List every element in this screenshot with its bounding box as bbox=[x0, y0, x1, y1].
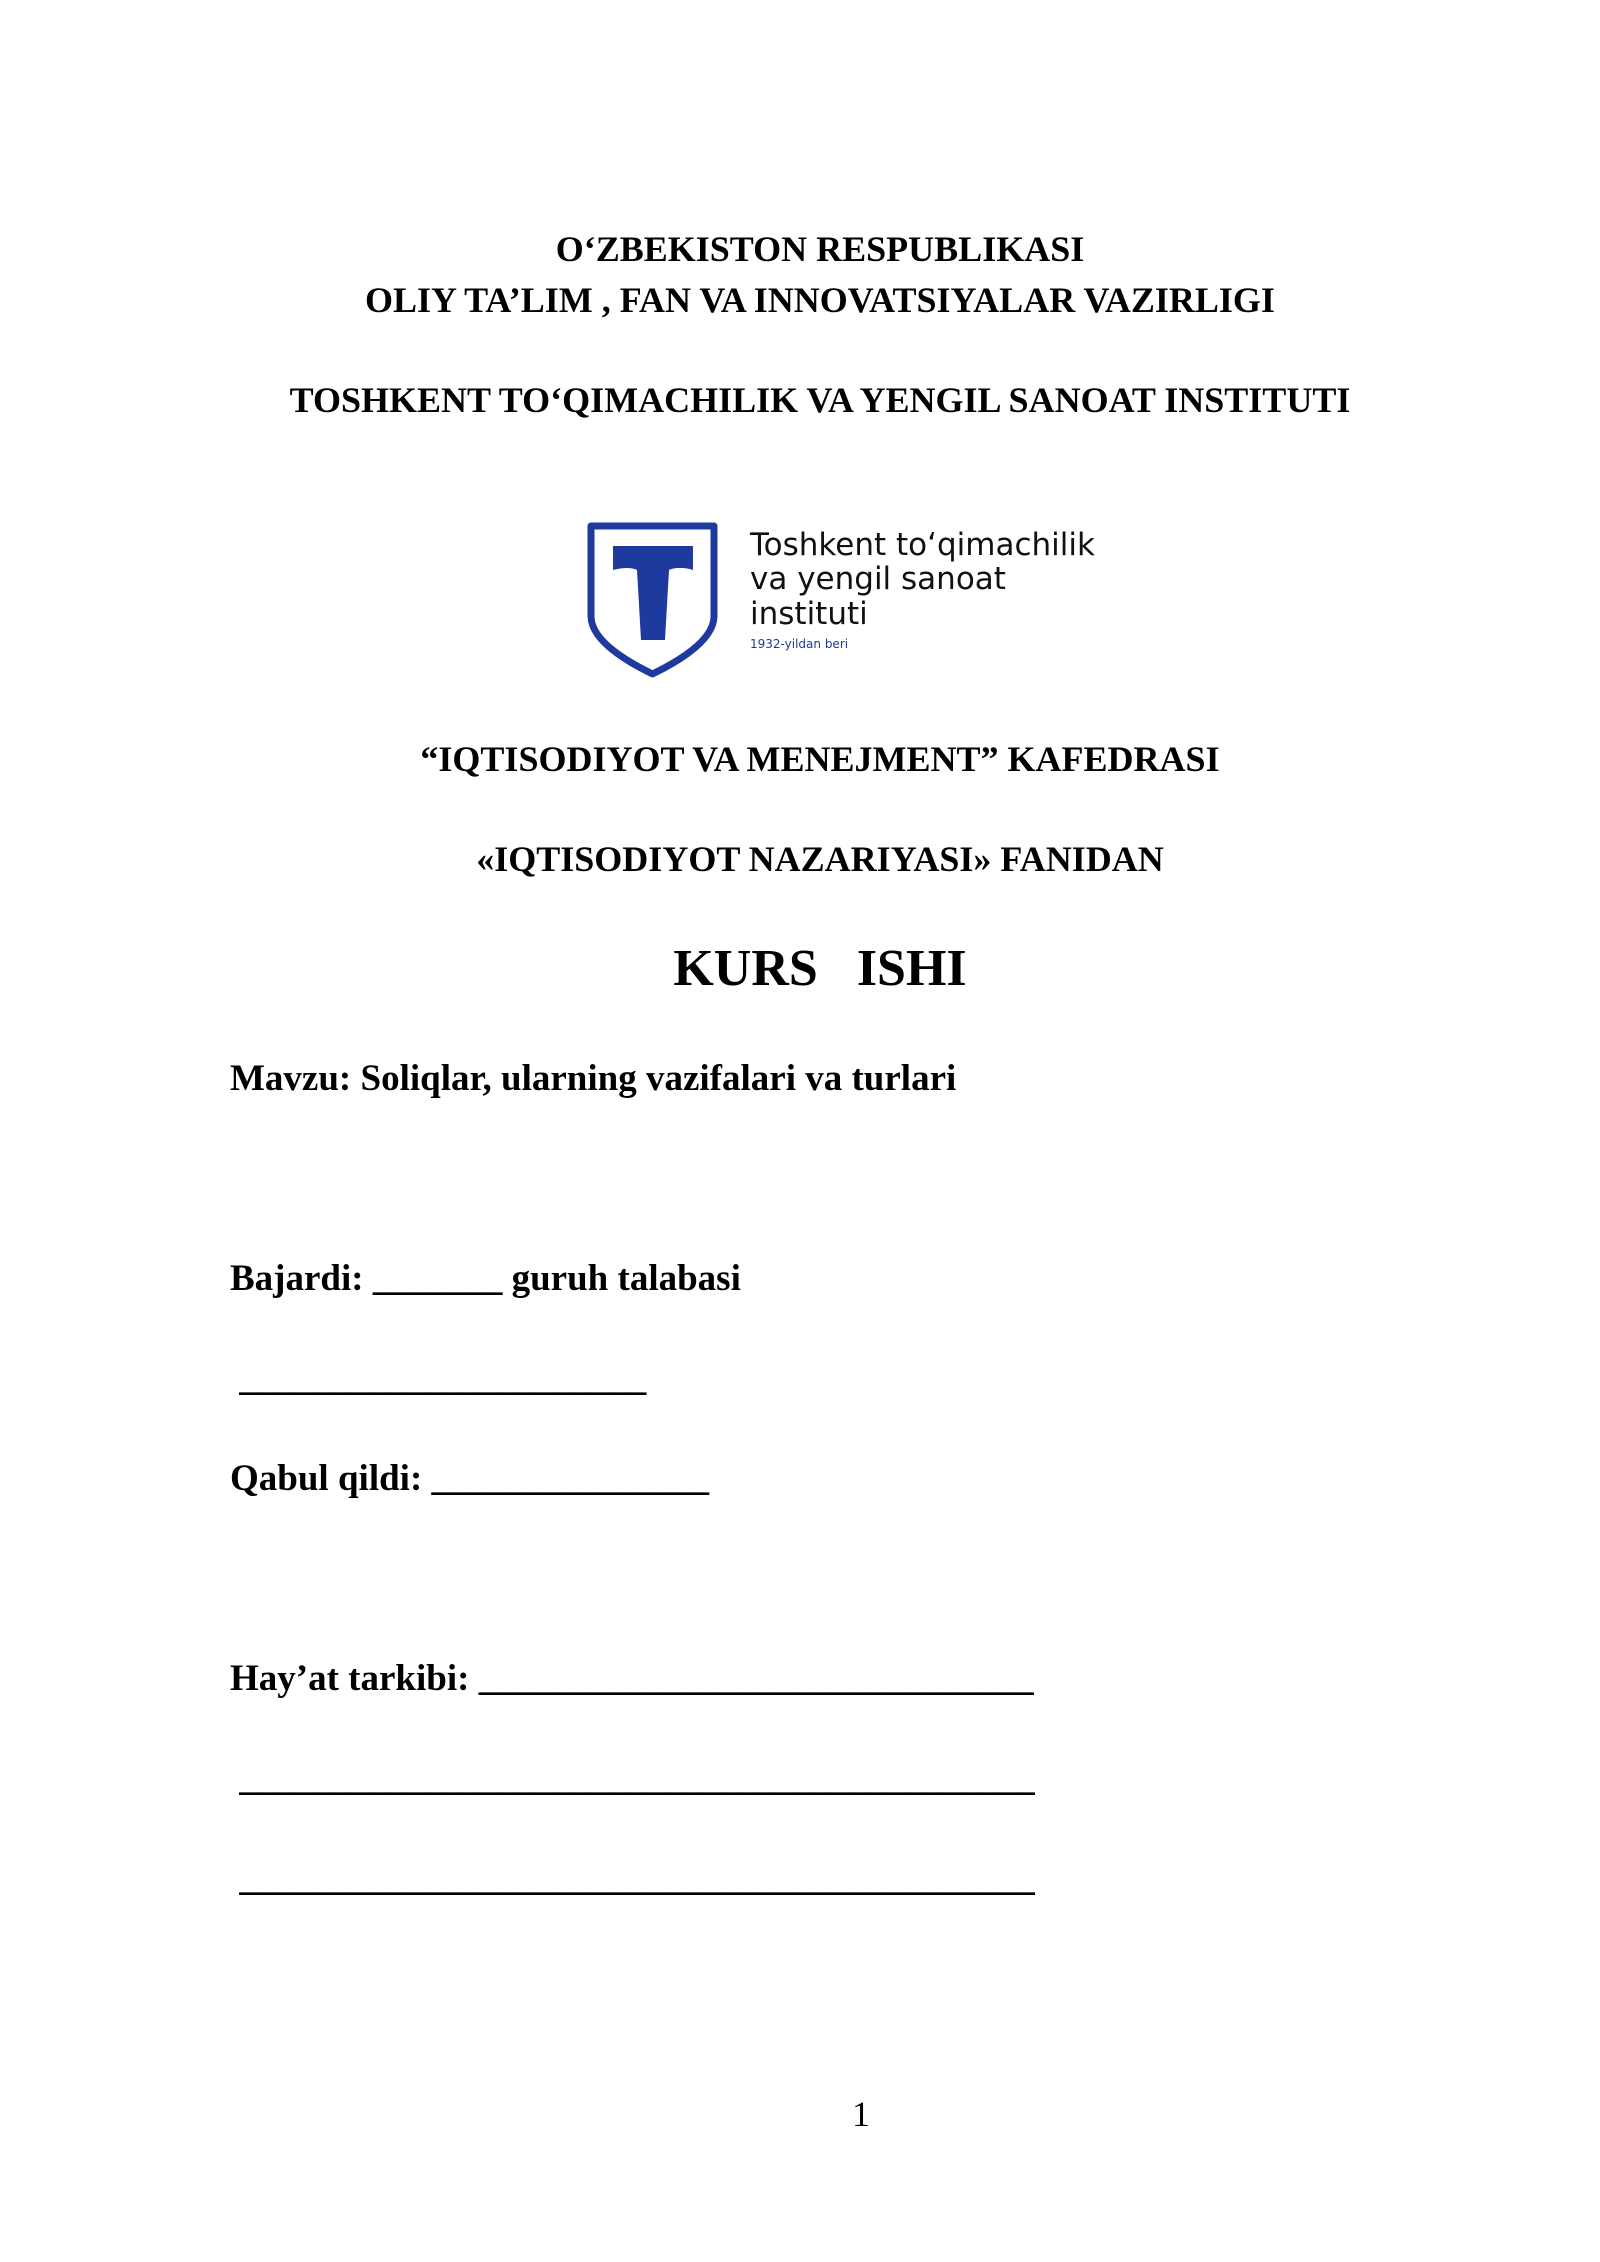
ministry-heading: OLIY TA’LIM , FAN VA INNOVATSIYALAR VAZIRLIGI bbox=[365, 280, 1275, 320]
shield-t-emblem-icon bbox=[585, 520, 720, 680]
logo-name-line1: Toshkent to‘qimachilik bbox=[750, 527, 1095, 563]
commission-line-3: ___________________________________________ bbox=[230, 1858, 1035, 1899]
logo-name-line3: instituti bbox=[750, 596, 868, 632]
commission-line-2: ___________________________________________ bbox=[230, 1758, 1035, 1799]
commission-line: Hay’at tarkibi: ______________________________ bbox=[230, 1658, 1034, 1699]
logo-name-line2: va yengil sanoat bbox=[750, 561, 1006, 597]
subject-heading: «IQTISODIYOT NAZARIYASI» FANIDAN bbox=[476, 839, 1164, 879]
department-heading: “IQTISODIYOT VA MENEJMENT” KAFEDRASI bbox=[420, 739, 1220, 779]
topic-line: Mavzu: Soliqlar, ularning vazifalari va turlari bbox=[230, 1058, 957, 1099]
student-name-line: ______________________ bbox=[230, 1358, 647, 1399]
logo-since: 1932-yildan beri bbox=[750, 637, 849, 651]
accepted-by-line: Qabul qildi: _______________ bbox=[230, 1458, 710, 1499]
document-title: KURS ISHI bbox=[673, 940, 967, 997]
country-heading: O‘ZBEKISTON RESPUBLIKASI bbox=[555, 229, 1085, 269]
institute-logo bbox=[585, 520, 1125, 680]
page-number: 1 bbox=[852, 2094, 870, 2134]
performed-by-line: Bajardi: _______ guruh talabasi bbox=[230, 1258, 741, 1299]
institute-heading: TOSHKENT TO‘QIMACHILIK VA YENGIL SANOAT INSTITUTI bbox=[289, 380, 1351, 420]
